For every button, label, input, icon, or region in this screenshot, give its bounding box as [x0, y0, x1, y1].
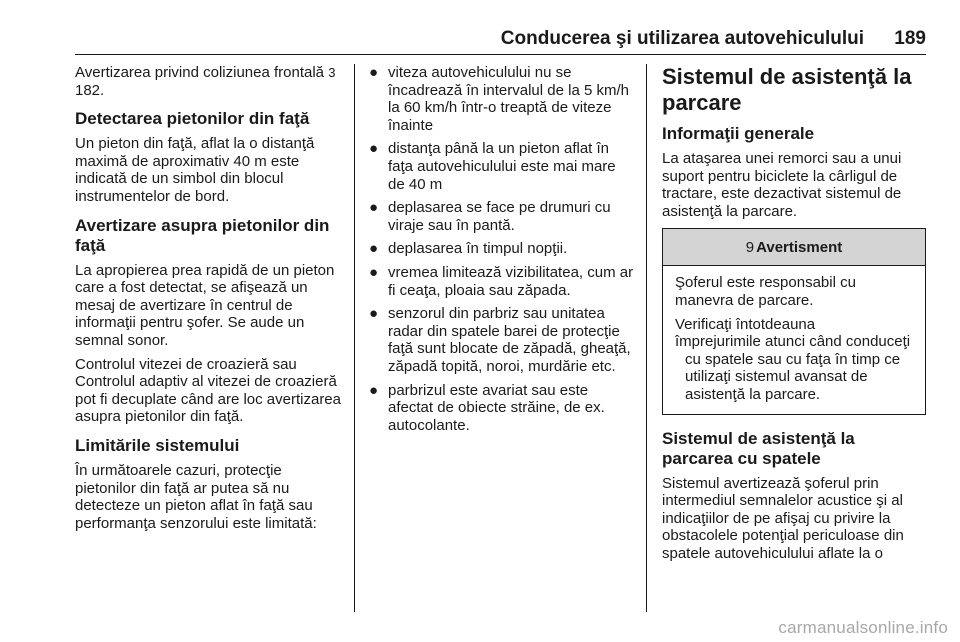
section-title-pedestrian-detection: Detectarea pietonilor din faţă [75, 109, 310, 129]
column-middle [366, 64, 636, 440]
sub-section-title: Informaţii generale [662, 124, 815, 143]
list-item-text: viteza autovehiculului nu se încadrează în intervalul de la 5 km/h la 60 km/h într-o treaptă de viteze înainte [388, 64, 629, 134]
section-text-pedestrian-warning-2: Controlul vitezei de croazieră sau Controlul adaptiv al vitezei de croazieră pot fi decuplate când are loc avertizarea asupra pietonilor din faţă. [75, 355, 341, 426]
arrow-reference-icon: 3 [328, 65, 336, 80]
column-divider-right [646, 64, 647, 612]
list-item-text: parbrizul este avariat sau este afectat de obiecte străine, de ex. autocolante. [388, 381, 605, 434]
bullet-icon: ● [369, 240, 379, 258]
warning-text-2b: împrejurimile atunci când conduceţi cu spatele sau cu faţa în timp ce utilizaţi sistemul avansat de asistenţă la parcare. [675, 333, 911, 403]
bullet-icon: ● [369, 140, 379, 158]
list-item-text: deplasarea în timpul nopţii. [388, 240, 568, 258]
list-item [366, 264, 636, 299]
main-section-title: Sistemul de asistenţă la parcare [662, 64, 912, 115]
warning-box [662, 228, 926, 414]
warning-header [663, 229, 925, 266]
section-title-pedestrian-warning: Avertizare asupra pietonilor din faţă [75, 215, 330, 255]
limitations-list [366, 64, 636, 434]
warning-triangle-icon: 9 [745, 239, 755, 257]
section-text-pedestrian-detection: Un pieton din faţă, aflat la o distanţă maximă de aproximativ 40 m este indicată de un simbol din blocul instrumentelor de bord. [75, 135, 315, 205]
section-title-rear-parking: Sistemul de asistenţă la parcarea cu spatele [662, 428, 855, 468]
intro-paragraph [75, 64, 345, 99]
bullet-icon: ● [369, 64, 379, 81]
list-item [366, 199, 636, 234]
header-rule [75, 54, 926, 55]
list-item [366, 240, 636, 258]
page-number: 189 [894, 28, 926, 49]
list-item-text: senzorul din parbriz sau unitatea radar din spatele barei de protecţie faţă sunt blocate de zăpadă, gheaţă, zăpadă topită, noroi, murdărie etc. [388, 305, 631, 375]
list-item-text: deplasarea se face pe drumuri cu viraje sau în pantă. [388, 199, 611, 234]
intro-text: Avertizarea privind coliziunea frontală [75, 64, 325, 81]
watermark: carmanualsonline.info [778, 618, 948, 637]
bullet-icon: ● [369, 199, 379, 217]
section-title-system-limits: Limitările sistemului [75, 435, 240, 455]
section-text-system-limits: În următoarele cazuri, protecţie pietonilor din faţă ar putea să nu detecteze un pieton aflat în faţă sau performanţa senzorului este limitată: [75, 461, 317, 532]
list-item [366, 305, 636, 375]
list-item [366, 382, 636, 435]
column-right [662, 64, 926, 569]
list-item-text: distanţa până la un pieton aflat în faţa autovehiculului este mai mare de 40 m [388, 140, 616, 193]
column-left [75, 64, 345, 538]
warning-title: Avertisment [756, 239, 843, 257]
intro-ref-page[interactable]: 182. [75, 81, 105, 99]
section-text-pedestrian-warning-1: La apropierea prea rapidă de un pieton care a fost detectat, se afişează un mesaj de avertizare în centrul de informaţii pentru şofer. Se aude un semnal sonor. [75, 261, 335, 349]
bullet-icon: ● [369, 381, 379, 399]
warning-text-2a: Verificaţi întotdeauna [675, 315, 816, 333]
column-divider-left [354, 64, 355, 612]
section-text-rear-parking: Sistemul avertizează şoferul prin intermediul semnalelor acustice şi al indicaţiilor de pe afişaj cu privire la obstacolele potenţial periculoase din spatele autovehiculului aflate la o [662, 474, 904, 562]
general-info-text: La ataşarea unei remorci sau a unui suport pentru biciclete la cârligul de tractare, este dezactivat sistemul de asistenţă la parcare. [662, 150, 902, 220]
warning-text-1: Şoferul este responsabil cu manevra de parcare. [675, 274, 856, 309]
bullet-icon: ● [369, 305, 379, 323]
list-item [366, 140, 636, 193]
list-item-text: vremea limitează vizibilitatea, cum ar fi ceaţa, ploaia sau zăpada. [388, 263, 634, 299]
bullet-icon: ● [369, 263, 379, 281]
warning-body [663, 266, 925, 413]
page-header-title: Conducerea şi utilizarea autovehiculului [500, 28, 864, 49]
list-item [366, 64, 636, 134]
